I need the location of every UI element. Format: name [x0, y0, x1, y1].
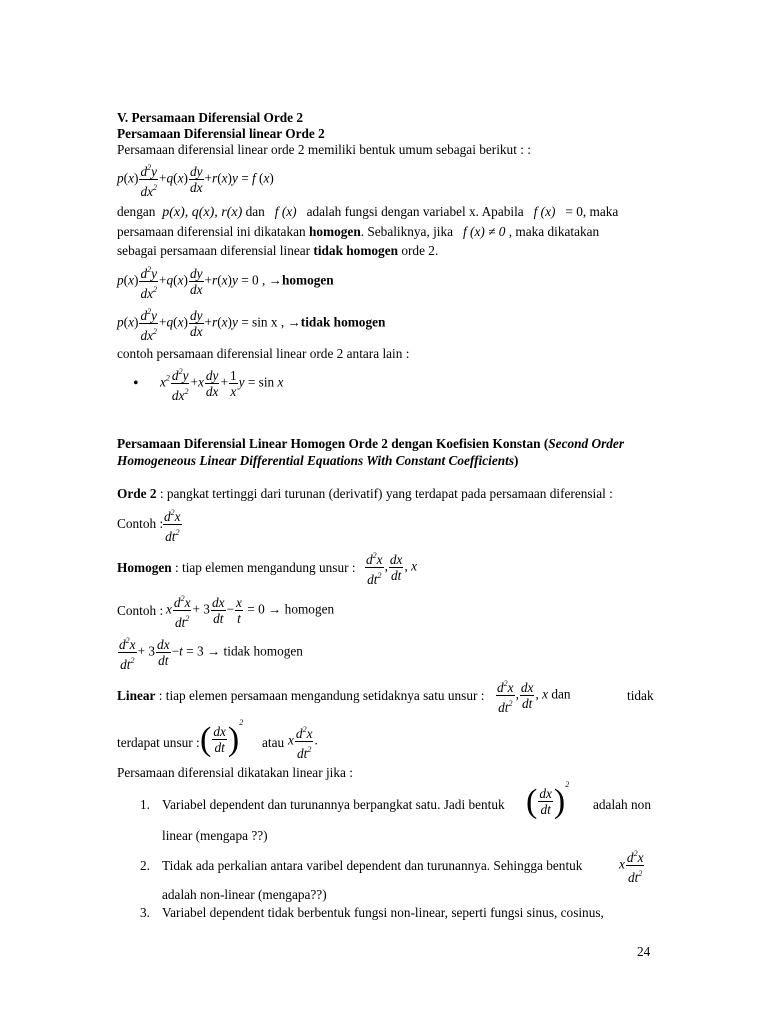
- linear-tidak: tidak: [627, 688, 654, 703]
- page-number: 24: [637, 944, 651, 959]
- section-heading: V. Persamaan Diferensial Orde 2: [117, 110, 304, 125]
- section-subheading: Persamaan Diferensial linear Orde 2: [117, 126, 325, 141]
- item1-number: 1.: [140, 797, 150, 812]
- item1-text-a: Variabel dependent dan turunannya berpangkat satu. Jadi bentuk: [162, 797, 505, 812]
- orde2-contoh: Contoh :: [117, 516, 164, 531]
- item2-number: 2.: [140, 858, 150, 873]
- nonhomogen-rhs: sin x ,: [252, 314, 285, 330]
- homogen-example2-result: → tidak homogen: [206, 643, 303, 659]
- para1-line1: dengan p(x), q(x), r(x) dan f (x) adalah fungsi dengan variabel x. Apabila f (x) = 0, maka: [117, 204, 619, 220]
- item3-text: Variabel dependent tidak berbentuk fungsi non-linear, seperti fungsi sinus, cosinus,: [162, 905, 604, 920]
- para1-line3: sebagai persamaan diferensial linear tidak homogen orde 2.: [117, 243, 439, 258]
- homogen-example1-result: → homogen: [268, 601, 335, 617]
- item1-squared: ( $\frac{dx}{dt}$ ) $^2$: [526, 780, 570, 820]
- atau: atau: [262, 735, 285, 750]
- homogen-units: $\frac{d^2x}{dt^2}$ , $\frac{dx}{dt}$ , x: [364, 548, 417, 587]
- intro-text: Persamaan diferensial linear orde 2 memiliki bentuk umum sebagai berikut : :: [117, 142, 531, 157]
- item3-number: 3.: [140, 905, 150, 920]
- linear-def: Linear : tiap elemen persamaan mengandung setidaknya satu unsur :: [117, 688, 485, 703]
- contoh-text: contoh persamaan diferensial linear orde 2 antara lain :: [117, 346, 410, 361]
- orde2-fraction: $\frac{d^2x}{dt^2}$: [162, 505, 183, 544]
- nonhomogen-equation: p(x) $\frac{d^2y}{dx^2}$ +q(x) $\frac{dy}{dx}$ +r(x)y = sin x , →tidak homogen: [117, 304, 385, 343]
- homogen-label: →homogen: [268, 272, 334, 288]
- linear-units: $\frac{d^2x}{dt^2}$ , $\frac{dx}{dt}$ , x dan: [495, 676, 571, 715]
- general-equation: p(x) $\frac{d^2y}{dx^2}$ +q(x) $\frac{dy}{dx}$ +r(x)y = f (x): [117, 160, 274, 199]
- homogen-example1: x $\frac{d^2x}{dt^2}$ + 3 $\frac{dx}{dt}$ − $\frac{x}{t}$ = 0 → homogen: [166, 591, 334, 630]
- x-second-derivative: x $\frac{d^2x}{dt^2}$ .: [288, 722, 318, 761]
- terdapat-unsur: terdapat unsur :: [117, 735, 200, 750]
- item1-text-c: linear (mengapa ??): [162, 828, 268, 843]
- bullet: •: [133, 375, 139, 392]
- homogen-example2: $\frac{d^2x}{dt^2}$ + 3 $\frac{dx}{dt}$ −t = 3 → tidak homogen: [117, 633, 303, 672]
- item2-text-b: adalah non-linear (mengapa??): [162, 887, 327, 902]
- section2-title-line1: Persamaan Diferensial Linear Homogen Orde 2 dengan Koefisien Konstan (Second Order: [117, 436, 624, 451]
- squared-derivative: ( $\frac{dx}{dt}$ ) $^2$: [200, 718, 244, 758]
- para1-line2: persamaan diferensial ini dikatakan homogen. Sebaliknya, jika f (x) ≠ 0 , maka dikatakan: [117, 224, 600, 239]
- section2-title-line2: Homogeneous Linear Differential Equations With Constant Coefficients): [117, 453, 519, 468]
- list-intro: Persamaan diferensial dikatakan linear jika :: [117, 765, 353, 780]
- item2-text-a: Tidak ada perkalian antara varibel dependent dan turunannya. Sehingga bentuk: [162, 858, 583, 873]
- orde2-line: Orde 2 : pangkat tertinggi dari turunan (derivatif) yang terdapat pada persamaan diferensial :: [117, 486, 613, 501]
- nonhomogen-label: →tidak homogen: [287, 314, 386, 330]
- example-equation: $x^2$ $\frac{d^2y}{dx^2}$ +x $\frac{dy}{dx}$ + $\frac{1}{x}$ y = sin x: [160, 364, 283, 403]
- homogen-rhs: 0 ,: [252, 272, 266, 288]
- homogen-def: Homogen : tiap elemen mengandung unsur :: [117, 560, 356, 575]
- item1-text-b: adalah non: [593, 797, 651, 812]
- homogen-contoh: Contoh :: [117, 603, 164, 618]
- item2-expression: x $\frac{d^2x}{dt^2}$: [619, 846, 645, 885]
- linear-dan: dan: [551, 686, 571, 702]
- homogen-equation: p(x) $\frac{d^2y}{dx^2}$ +q(x) $\frac{dy}{dx}$ +r(x)y = 0 , →homogen: [117, 262, 334, 301]
